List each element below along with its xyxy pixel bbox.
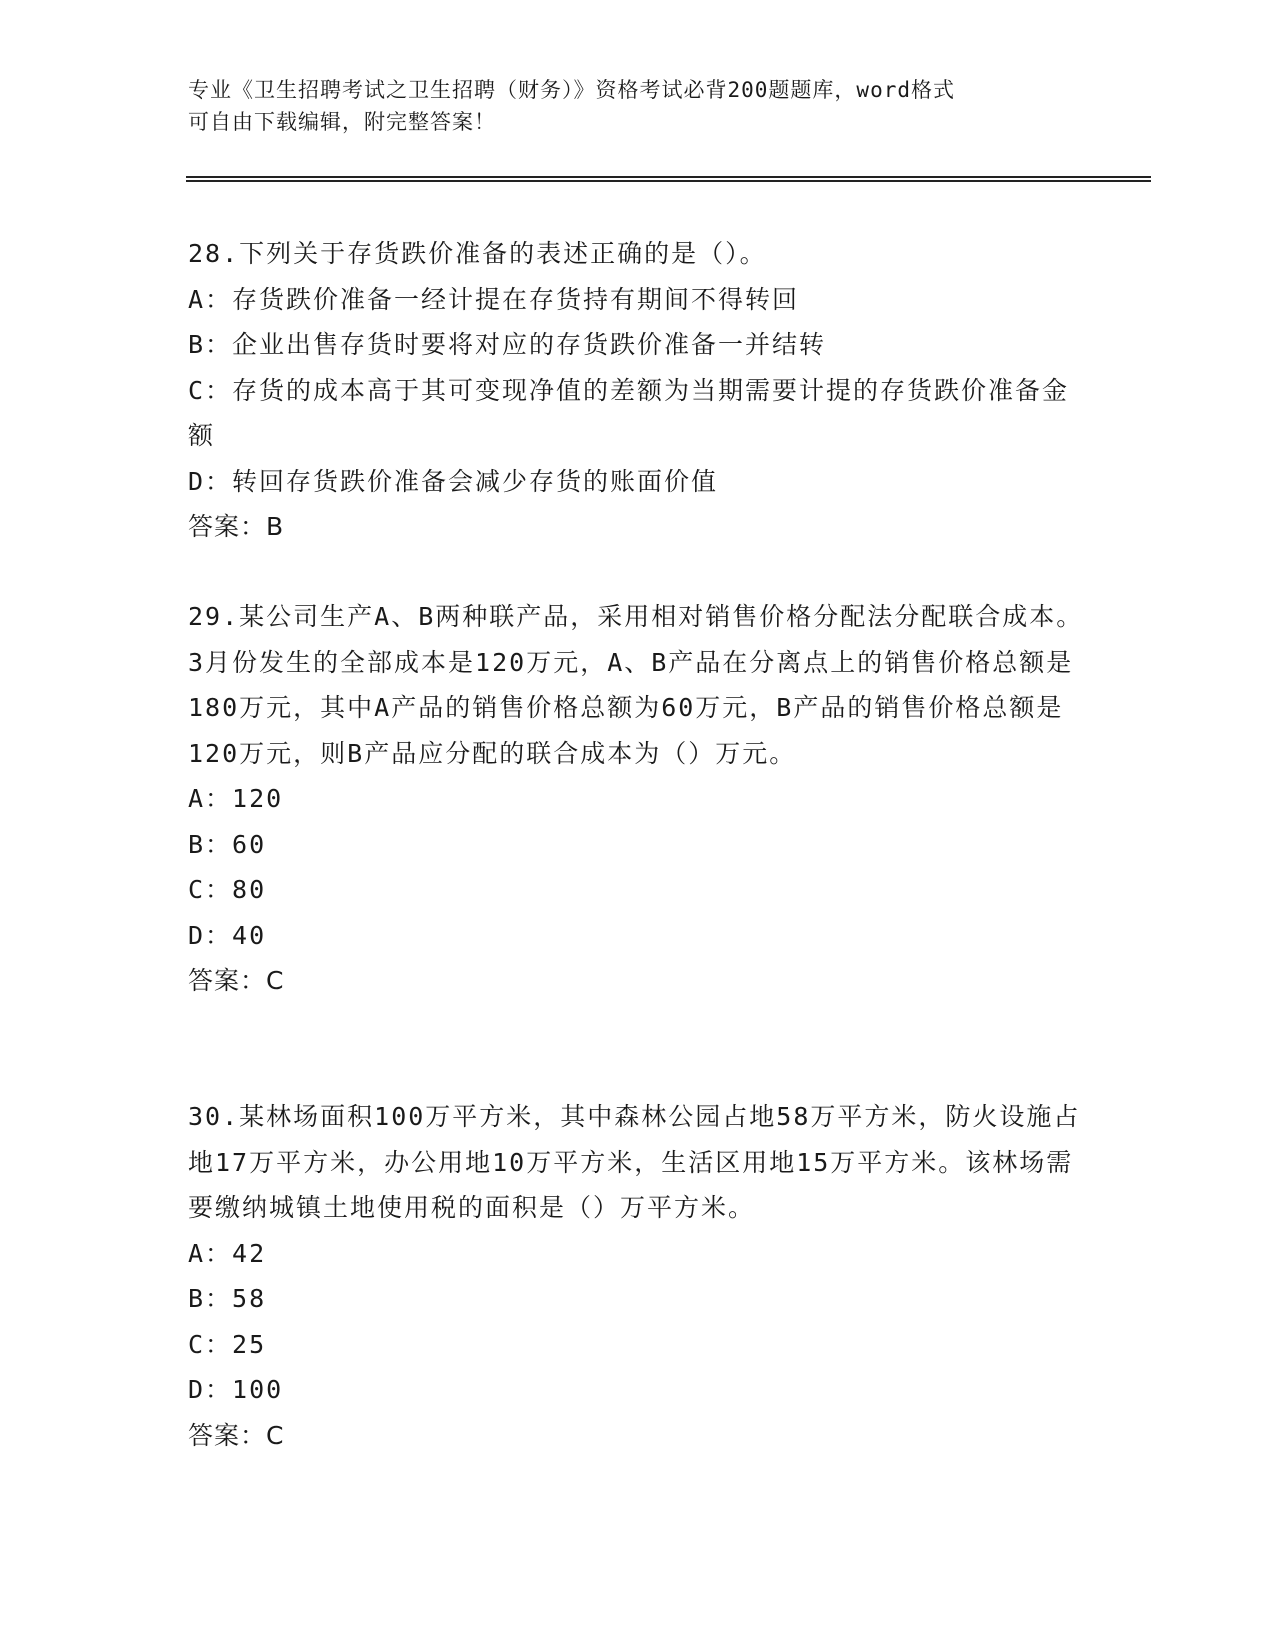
- header-divider: [186, 176, 1151, 182]
- option-d: D：100: [188, 1375, 284, 1404]
- option-b: B：60: [188, 829, 267, 859]
- option-c: C：80: [188, 875, 267, 904]
- answer-line: 答案：C: [188, 1420, 285, 1450]
- answer-line: 答案：C: [188, 966, 285, 995]
- question-text: 29.某公司生产A、B两种联产品，采用相对销售价格分配法分配联合成本。3月份发生的全部成本是120万元，A、B产品在分离点上的销售价格总额是180万元，其中A产品的销售价格总额为60万元，B产品的销售价格总额是120万元，则B产品应分配的联合成本为（）万元。: [188, 602, 1084, 768]
- question-text: 30.某林场面积100万平方米，其中森林公园占地58万平方米，防火设施占地17万平方米，办公用地10万平方米，生活区用地15万平方米。该林场需要缴纳城镇土地使用税的面积是（）万平方米。: [188, 1102, 1081, 1222]
- option-d: D：40: [188, 920, 267, 950]
- header-line-2: 可自由下载编辑，附完整答案！: [188, 110, 496, 134]
- question-30: [188, 1094, 1088, 1458]
- option-d: D：转回存货跌价准备会减少存货的账面价值: [188, 466, 719, 496]
- option-a: A：120: [188, 784, 284, 813]
- question-text: 28.下列关于存货跌价准备的表述正确的是（）。: [188, 239, 767, 268]
- option-b: B：58: [188, 1284, 267, 1313]
- question-28: [188, 231, 1088, 550]
- option-a: A：存货跌价准备一经计提在存货持有期间不得转回: [188, 284, 800, 314]
- question-29: [188, 594, 1088, 1004]
- document-header: [188, 74, 1068, 138]
- header-line-1: 专业《卫生招聘考试之卫生招聘（财务）》资格考试必背200题题库，word格式: [188, 78, 955, 102]
- option-b: B：企业出售存货时要将对应的存货跌价准备一并结转: [188, 330, 827, 359]
- option-a: A：42: [188, 1238, 267, 1268]
- option-c: C：25: [188, 1329, 267, 1359]
- option-c: C：存货的成本高于其可变现净值的差额为当期需要计提的存货跌价准备金额: [188, 375, 1070, 450]
- answer-line: 答案：B: [188, 512, 285, 541]
